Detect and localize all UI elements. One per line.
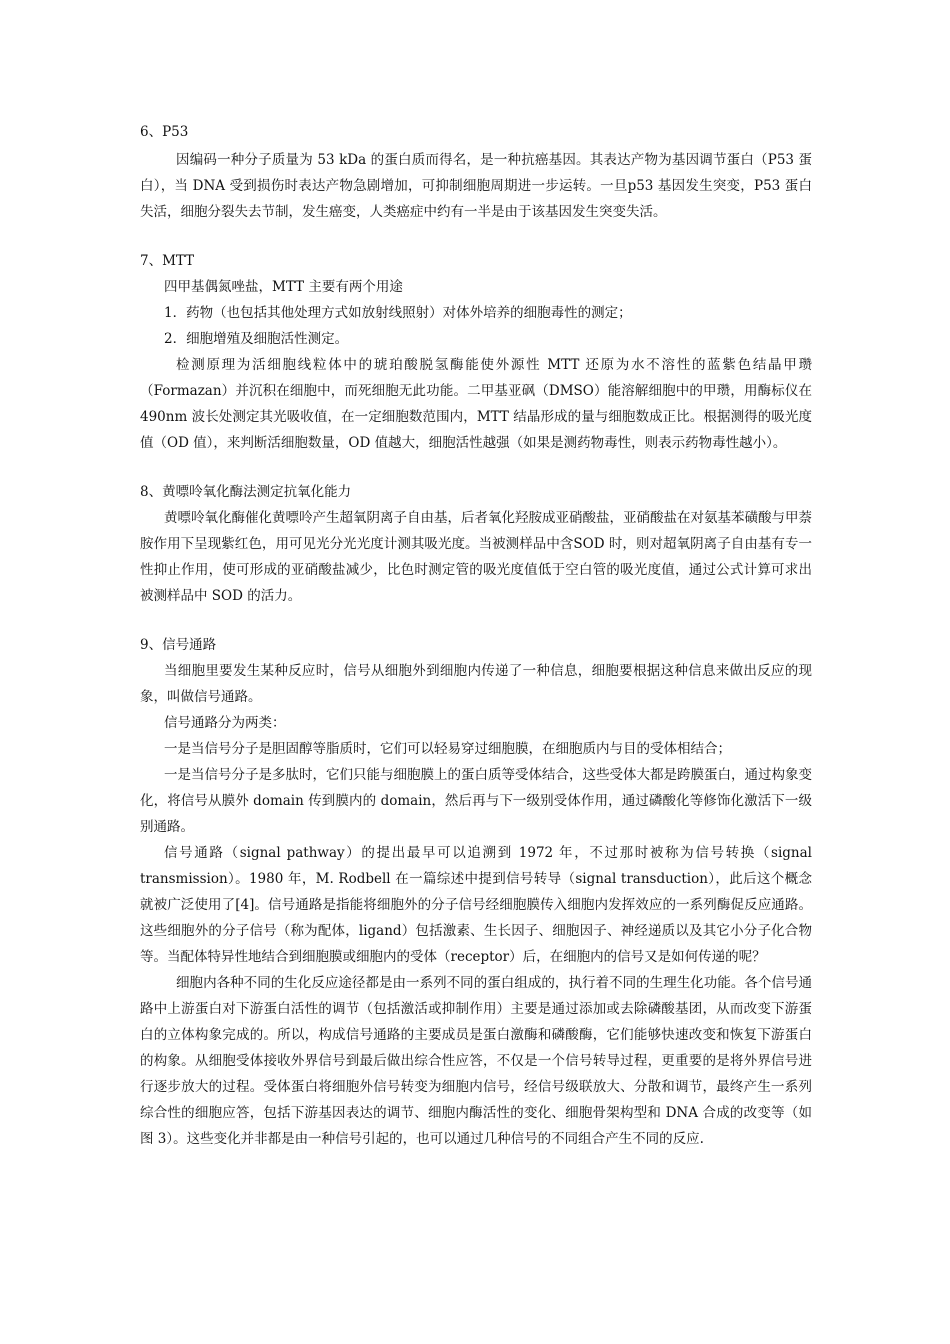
section-signal-pathway [140,635,812,1152]
section-heading: 6、P53 [140,124,189,140]
paragraph: 四甲基偶氮唑盐，MTT 主要有两个用途 [164,279,403,295]
section-heading: 7、MTT [140,253,195,269]
document-page [140,122,812,1152]
paragraph: 当细胞里要发生某种反应时，信号从细胞外到细胞内传递了一种信息，细胞要根据这种信息来做出反应的现象，叫做信号通路。 [140,663,812,705]
paragraph: 黄嘌呤氧化酶催化黄嘌呤产生超氧阴离子自由基，后者氧化羟胺成亚硝酸盐，亚硝酸盐在对氨基苯磺酸与甲萘胺作用下呈现紫红色，用可见光分光光度计测其吸光度。当被测样品中含SOD 时，则对超氧阴离子自由基有专一性抑止作用，使可形成的亚硝酸盐减少，比色时测定管的吸光度值低于空白管的吸光度值，通过公式计算可求出被测样品中 SOD 的活力。 [140,510,812,604]
paragraph: 信号通路分为两类： [164,715,286,731]
paragraph: 一是当信号分子是胆固醇等脂质时，它们可以轻易穿过细胞膜，在细胞质内与目的受体相结合； [164,741,731,757]
section-heading: 9、信号通路 [140,637,217,653]
paragraph: 因编码一种分子质量为 53 kDa 的蛋白质而得名，是一种抗癌基因。其表达产物为基因调节蛋白（P53 蛋白），当 DNA 受到损伤时表达产物急剧增加，可抑制细胞周期进一步运转。一旦p53 基因发生突变，P53 蛋白失活，细胞分裂失去节制，发生癌变，人类癌症中约有一半是由于该基因发生突变失活。 [140,152,812,220]
paragraph: 一是当信号分子是多肽时，它们只能与细胞膜上的蛋白质等受体结合，这些受体大都是跨膜蛋白，通过构象变化，将信号从膜外 domain 传到膜内的 domain，然后再与下一级别受体作用，通过磷酸化等修饰化激活下一级别通路。 [140,767,812,835]
section-xanthine-oxidase [140,482,812,609]
paragraph: 信号通路（signal pathway）的提出最早可以追溯到 1972 年，不过那时被称为信号转换（signal transmission）。1980 年，M. Rodbell 在一篇综述中提到信号转导（signal transduction），此后这个概念就被广泛使用了[4]。信号通路是指能将细胞外的分子信号经细胞膜传入细胞内发挥效应的一系列酶促反应通路。这些细胞外的分子信号（称为配体，ligand）包括激素、生长因子、细胞因子、神经递质以及其它小分子化合物等。当配体特异性地结合到细胞膜或细胞内的受体（receptor）后，在细胞内的信号又是如何传递的呢？ [140,845,812,965]
section-heading: 8、黄嘌呤氧化酶法测定抗氧化能力 [140,484,352,500]
section-mtt [140,251,812,456]
section-p53 [140,122,812,225]
list-item: 2．细胞增殖及细胞活性测定。 [164,331,349,347]
list-item: 1．药物（也包括其他处理方式如放射线照射）对体外培养的细胞毒性的测定； [164,305,632,321]
paragraph: 检测原理为活细胞线粒体中的琥珀酸脱氢酶能使外源性 MTT 还原为水不溶性的蓝紫色结晶甲瓒（Formazan）并沉积在细胞中，而死细胞无此功能。二甲基亚砜（DMSO）能溶解细胞中的甲瓒，用酶标仪在 490nm 波长处测定其光吸收值，在一定细胞数范围内，MTT 结晶形成的量与细胞数成正比。根据测得的吸光度值（OD 值），来判断活细胞数量，OD 值越大，细胞活性越强（如果是测药物毒性，则表示药物毒性越小）。 [140,357,812,451]
paragraph: 细胞内各种不同的生化反应途径都是由一系列不同的蛋白组成的，执行着不同的生理生化功能。各个信号通路中上游蛋白对下游蛋白活性的调节（包括激活或抑制作用）主要是通过添加或去除磷酸基团，从而改变下游蛋白的立体构象完成的。所以，构成信号通路的主要成员是蛋白激酶和磷酸酶，它们能够快速改变和恢复下游蛋白的构象。从细胞受体接收外界信号到最后做出综合性应答，不仅是一个信号转导过程，更重要的是将外界信号进行逐步放大的过程。受体蛋白将细胞外信号转变为细胞内信号，经信号级联放大、分散和调节，最终产生一系列综合性的细胞应答，包括下游基因表达的调节、细胞内酶活性的变化、细胞骨架构型和 DNA 合成的改变等（如图 3）。这些变化并非都是由一种信号引起的，也可以通过几种信号的不同组合产生不同的反应. [140,975,812,1147]
